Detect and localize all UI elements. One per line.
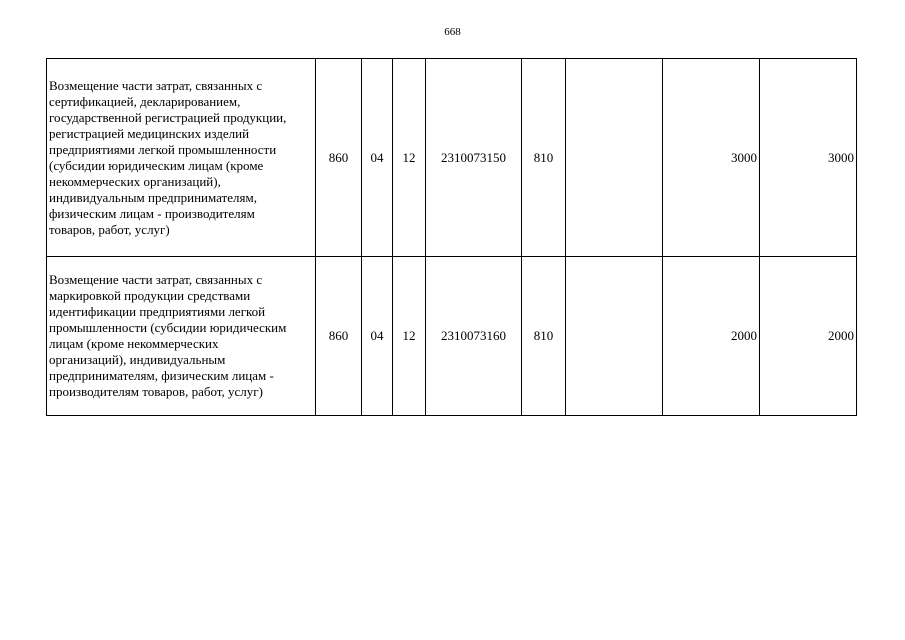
expense-type-code: 810 (522, 257, 566, 416)
amount-cell: 2000 (663, 257, 760, 416)
target-article-code: 2310073160 (426, 257, 522, 416)
table-row (47, 59, 857, 257)
target-article-code: 2310073150 (426, 59, 522, 257)
page-number: 668 (444, 26, 461, 38)
budget-table (46, 58, 857, 416)
expense-description: Возмещение части затрат, связанных с маркировкой продукции средствами идентификации предприятиями легкой промышленности (субсидии юридическим лицам (кроме некоммерческих организаций), индивидуальным предпринимателям, физическим лицам - производителям товаров, работ, услуг) (47, 257, 316, 416)
section-code: 04 (362, 257, 393, 416)
amount-cell: 2000 (760, 257, 857, 416)
empty-cell (566, 59, 663, 257)
amount-cell: 3000 (663, 59, 760, 257)
ministry-code: 860 (316, 257, 362, 416)
amount-cell: 3000 (760, 59, 857, 257)
table-row (47, 257, 857, 416)
subsection-code: 12 (393, 59, 426, 257)
ministry-code: 860 (316, 59, 362, 257)
section-code: 04 (362, 59, 393, 257)
subsection-code: 12 (393, 257, 426, 416)
expense-description: Возмещение части затрат, связанных с сертификацией, декларированием, государственной регистрацией продукции, регистрацией медицинских изделий предприятиями легкой промышленности (субсидии юридическим лицам (кроме некоммерческих организаций), индивидуальным предпринимателям, физическим лицам - производителям товаров, работ, услуг) (47, 59, 316, 257)
expense-type-code: 810 (522, 59, 566, 257)
empty-cell (566, 257, 663, 416)
